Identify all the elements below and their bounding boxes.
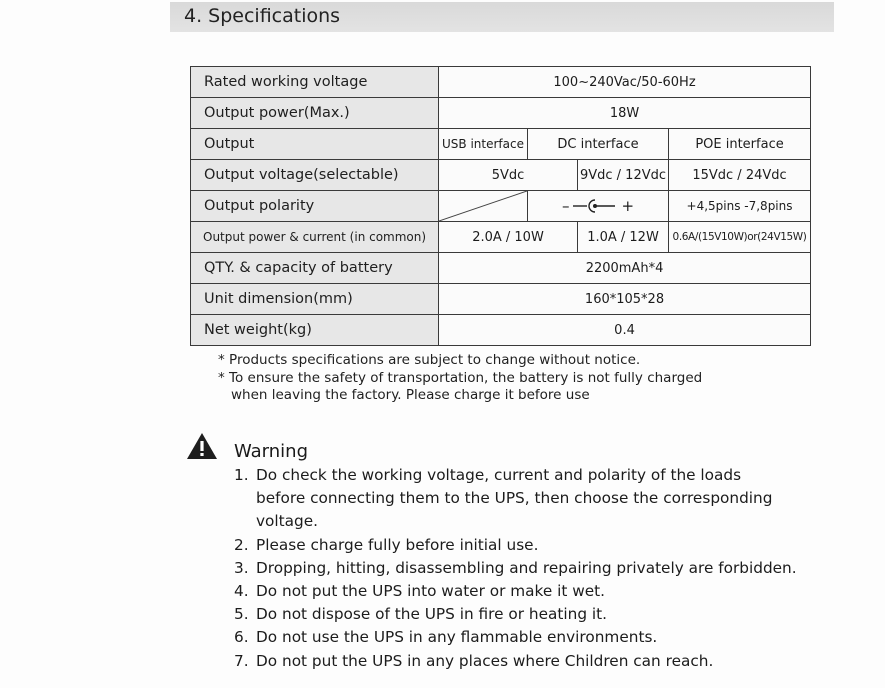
warning-list bbox=[234, 464, 797, 673]
output-power-label: Output power(Max.) bbox=[191, 98, 439, 129]
table-row bbox=[191, 284, 811, 315]
poe-polarity-value: +4,5pins -7,8pins bbox=[669, 191, 811, 222]
table-row bbox=[191, 129, 811, 160]
usb-voltage-value: 5Vdc bbox=[439, 160, 578, 191]
warning-triangle-icon bbox=[186, 432, 218, 460]
table-row bbox=[191, 98, 811, 129]
weight-value: 0.4 bbox=[439, 315, 811, 346]
output-voltage-label: Output voltage(selectable) bbox=[191, 160, 439, 191]
usb-power-current-value: 2.0A / 10W bbox=[439, 222, 578, 253]
dc-interface-header: DC interface bbox=[528, 129, 669, 160]
item-number: 4. bbox=[234, 582, 249, 601]
dc-polarity-minus: – bbox=[561, 197, 570, 215]
note-specs-change: * Products specifications are subject to change without notice. bbox=[218, 352, 641, 368]
list-item bbox=[234, 534, 797, 557]
usb-polarity-empty bbox=[439, 191, 528, 222]
dc-voltage-value: 9Vdc / 12Vdc bbox=[578, 160, 669, 191]
item-text: Dropping, hitting, disassembling and repairing privately are forbidden. bbox=[256, 558, 797, 577]
dc-polarity-value bbox=[528, 191, 669, 222]
poe-voltage-value: 15Vdc / 24Vdc bbox=[669, 160, 811, 191]
dc-polarity-plus: + bbox=[621, 197, 635, 215]
item-number: 2. bbox=[234, 535, 249, 554]
list-item bbox=[234, 626, 797, 649]
item-text: Do not put the UPS in any places where Children can reach. bbox=[256, 651, 714, 670]
poe-power-current-value: 0.6A/(15V10W)or(24V15W) bbox=[669, 222, 811, 253]
item-text-continued: voltage. bbox=[256, 512, 319, 531]
diagonal-line bbox=[439, 191, 527, 221]
section-title: 4. Specifications bbox=[184, 5, 341, 27]
output-power-value: 18W bbox=[439, 98, 811, 129]
poe-interface-header: POE interface bbox=[669, 129, 811, 160]
output-label: Output bbox=[191, 129, 439, 160]
list-item bbox=[234, 650, 797, 673]
battery-label: QTY. & capacity of battery bbox=[191, 253, 439, 284]
item-number: 3. bbox=[234, 558, 249, 577]
dimension-label: Unit dimension(mm) bbox=[191, 284, 439, 315]
item-text-continued: before connecting them to the UPS, then choose the corresponding bbox=[256, 489, 773, 508]
weight-label: Net weight(kg) bbox=[191, 315, 439, 346]
list-item bbox=[234, 464, 797, 534]
usb-interface-header: USB interface bbox=[439, 129, 528, 160]
item-text: Do not use the UPS in any flammable environments. bbox=[256, 628, 658, 647]
dimension-value: 160*105*28 bbox=[439, 284, 811, 315]
section-header bbox=[170, 2, 834, 32]
item-text: Please charge fully before initial use. bbox=[256, 535, 539, 554]
item-number: 1. bbox=[234, 466, 249, 484]
item-text: Do not put the UPS into water or make it wet. bbox=[256, 582, 606, 601]
rated-voltage-label: Rated working voltage bbox=[191, 67, 439, 98]
power-current-label: Output power & current (in common) bbox=[191, 222, 439, 253]
item-text: Do check the working voltage, current and polarity of the loads bbox=[256, 466, 742, 484]
item-number: 5. bbox=[234, 605, 249, 624]
list-item bbox=[234, 557, 797, 580]
item-number: 6. bbox=[234, 628, 249, 647]
list-item bbox=[234, 580, 797, 603]
table-row bbox=[191, 315, 811, 346]
specifications-table bbox=[190, 66, 811, 346]
center-positive-icon bbox=[573, 198, 617, 214]
note-battery-line2: when leaving the factory. Please charge it before use bbox=[231, 387, 590, 403]
table-row bbox=[191, 191, 811, 222]
table-row bbox=[191, 67, 811, 98]
output-polarity-label: Output polarity bbox=[191, 191, 439, 222]
list-item bbox=[234, 603, 797, 626]
table-row bbox=[191, 222, 811, 253]
dc-power-current-value: 1.0A / 12W bbox=[578, 222, 669, 253]
dc-polarity-icon bbox=[562, 197, 634, 215]
rated-voltage-value: 100~240Vac/50-60Hz bbox=[439, 67, 811, 98]
note-battery-line1: * To ensure the safety of transportation, the battery is not fully charged bbox=[218, 369, 703, 386]
warning-title: Warning bbox=[234, 441, 309, 462]
spec-notes bbox=[218, 352, 702, 405]
table-row bbox=[191, 160, 811, 191]
item-text: Do not dispose of the UPS in fire or heating it. bbox=[256, 605, 608, 624]
battery-value: 2200mAh*4 bbox=[439, 253, 811, 284]
table-row bbox=[191, 253, 811, 284]
item-number: 7. bbox=[234, 651, 249, 670]
